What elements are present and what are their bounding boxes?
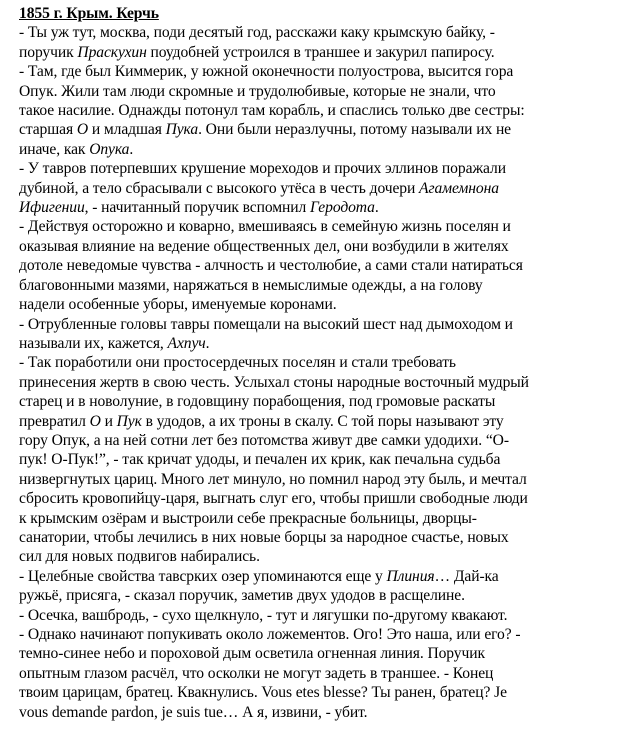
text-segment: . [374, 199, 379, 217]
italic-name: Ахпуч [167, 334, 206, 352]
text-segment: надели особенные уборы, именуемые коронами. [19, 296, 337, 314]
text-line [19, 140, 620, 159]
italic-name: Геродота [310, 199, 375, 217]
text-line [19, 315, 620, 334]
text-line [19, 276, 620, 295]
text-segment: поручик [19, 43, 78, 61]
text-segment: называли их, кажется, [19, 334, 168, 352]
text-segment: . [129, 140, 134, 158]
text-line [19, 703, 620, 722]
italic-name: О [76, 121, 89, 139]
text-segment: в удодов, а их троны в скалу. С той поры называют эту [141, 412, 504, 430]
text-line [19, 412, 620, 431]
text-segment: оказывая влияние на ведение общественных дел, они возбудили в жителях [19, 237, 509, 255]
italic-name: Пука [165, 121, 199, 139]
italic-name: Опука [89, 140, 130, 158]
text-segment: - Там, где был Киммерик, у южной оконечности полуострова, высится гора [19, 63, 514, 81]
text-segment: сил для новых подвигов набирались. [19, 548, 260, 566]
text-segment: . [205, 334, 210, 352]
text-line [19, 23, 620, 42]
italic-name: Праскухин [77, 43, 147, 61]
text-segment: - Осечка, вашбродь, - сухо щелкнуло, - тут и лягушки по-другому квакают. [19, 606, 508, 624]
text-segment: благовонными мазями, наряжаться в немыслимые одежды, а на голову [19, 276, 483, 294]
text-line [19, 62, 620, 81]
text-segment: такое насилие. Однажды потонул там корабль, и спаслись только две сестры: [19, 102, 525, 120]
text-line [19, 528, 620, 547]
text-line [19, 217, 620, 236]
text-segment: низвергнутых цариц. Много лет минуло, но помнил народ эту быль, и мечтал [19, 470, 527, 488]
text-line [19, 392, 620, 411]
text-line [19, 470, 620, 489]
text-line [19, 644, 620, 663]
text-line [19, 82, 620, 101]
text-line [19, 664, 620, 683]
italic-name: О [89, 412, 101, 430]
text-line [19, 353, 620, 372]
text-line [19, 586, 620, 605]
text-line [19, 101, 620, 120]
italic-name: Пук [116, 412, 142, 430]
text-segment: к крымским озёрам и выстроили себе прекрасные больницы, дворцы- [19, 509, 477, 527]
text-segment: сбросить кровопийцу-царя, выгнать слуг его, чтобы пришли свободные люди [19, 490, 528, 508]
italic-name: Агамемнона [419, 179, 499, 197]
text-line [19, 606, 620, 625]
text-line [19, 179, 620, 198]
text-line [19, 198, 620, 217]
text-line [19, 567, 620, 586]
text-segment: старец и в новолуние, в годовщину порабощения, под громовые раскаты [19, 393, 496, 411]
text-line [19, 450, 620, 469]
text-segment: темно-синее небо и пороховой дым осветила огненная линия. Поручик [19, 645, 485, 663]
text-segment: - У тавров потерпевших крушение мореходов и прочих эллинов поражали [19, 160, 506, 178]
text-segment: превратил [19, 412, 90, 430]
text-segment: - Отрубленные головы тавры помещали на высокий шест над дымоходом и [19, 315, 513, 333]
text-line [19, 256, 620, 275]
text-segment: - Целебные свойства тавсрких озер упоминаются еще у [19, 567, 387, 585]
text-segment: поудобней устроился в траншее и закурил папиросу. [146, 43, 495, 61]
text-segment: опытным глазом расчёл, что осколки не могут задеть в траншее. - Конец [19, 664, 494, 682]
text-segment: иначе, как [19, 140, 90, 158]
text-line [19, 373, 620, 392]
text-segment: - Действуя осторожно и коварно, вмешиваясь в семейную жизнь поселян и [19, 218, 511, 236]
text-line [19, 625, 620, 644]
text-segment: - Так поработили они простосердечных поселян и стали требовать [19, 354, 456, 372]
text-line [19, 120, 620, 139]
text-line [19, 431, 620, 450]
text-line [19, 489, 620, 508]
text-segment: дубиной, а тело сбрасывали с высокого утёса в честь дочери [19, 179, 420, 197]
text-segment: и младшая [88, 121, 166, 139]
document-body [19, 23, 620, 722]
text-segment: старшая [19, 121, 77, 139]
text-line [19, 295, 620, 314]
italic-name: Плиния [386, 567, 435, 585]
text-segment: vous demande pardon, je suis tue… А я, извини, - убит. [19, 703, 368, 721]
text-line [19, 159, 620, 178]
text-segment: ружьё, присяга, - сказал поручик, заметив двух удодов в расщелине. [19, 587, 465, 605]
document-title: 1855 г. Крым. Керчь [19, 5, 159, 22]
text-segment: - Ты уж тут, москва, поди десятый год, расскажи каку крымскую байку, - [19, 24, 495, 42]
text-line [19, 334, 620, 353]
text-segment: гору Опук, а на ней сотни лет без потомства живут две самки удодихи. “О- [19, 431, 509, 449]
text-segment: дотоле неведомые чувства - алчность и честолюбие, а сами стали натираться [19, 257, 523, 275]
text-line [19, 547, 620, 566]
text-line [19, 237, 620, 256]
text-segment: пук! О-Пук!”, - так кричат удоды, и печален их крик, как печальна судьба [19, 451, 501, 469]
text-line [19, 683, 620, 702]
text-segment: санатории, чтобы лечились в них новые борцы за народное счастье, новых [19, 528, 509, 546]
text-segment: и [100, 412, 117, 430]
text-line [19, 509, 620, 528]
text-line [19, 43, 620, 62]
text-segment: Опук. Жили там люди скромные и трудолюбивые, которые не знали, что [19, 82, 496, 100]
italic-name: Ифигении [19, 199, 85, 217]
text-segment: твоим царицам, братец. Квакнулись. Vous etes blesse? Ты ранен, братец? Je [19, 684, 507, 702]
text-segment: … Дай-ка [434, 567, 499, 585]
text-segment: , - начитанный поручик вспомнил [84, 199, 310, 217]
text-segment: принесения жертв в свою честь. Услыхал стоны народные восточный мудрый [19, 373, 529, 391]
text-segment: - Однако начинают попукивать около ложементов. Ого! Это наша, или его? - [19, 626, 521, 643]
text-segment: . Они были неразлучны, потому называли их не [198, 121, 512, 139]
